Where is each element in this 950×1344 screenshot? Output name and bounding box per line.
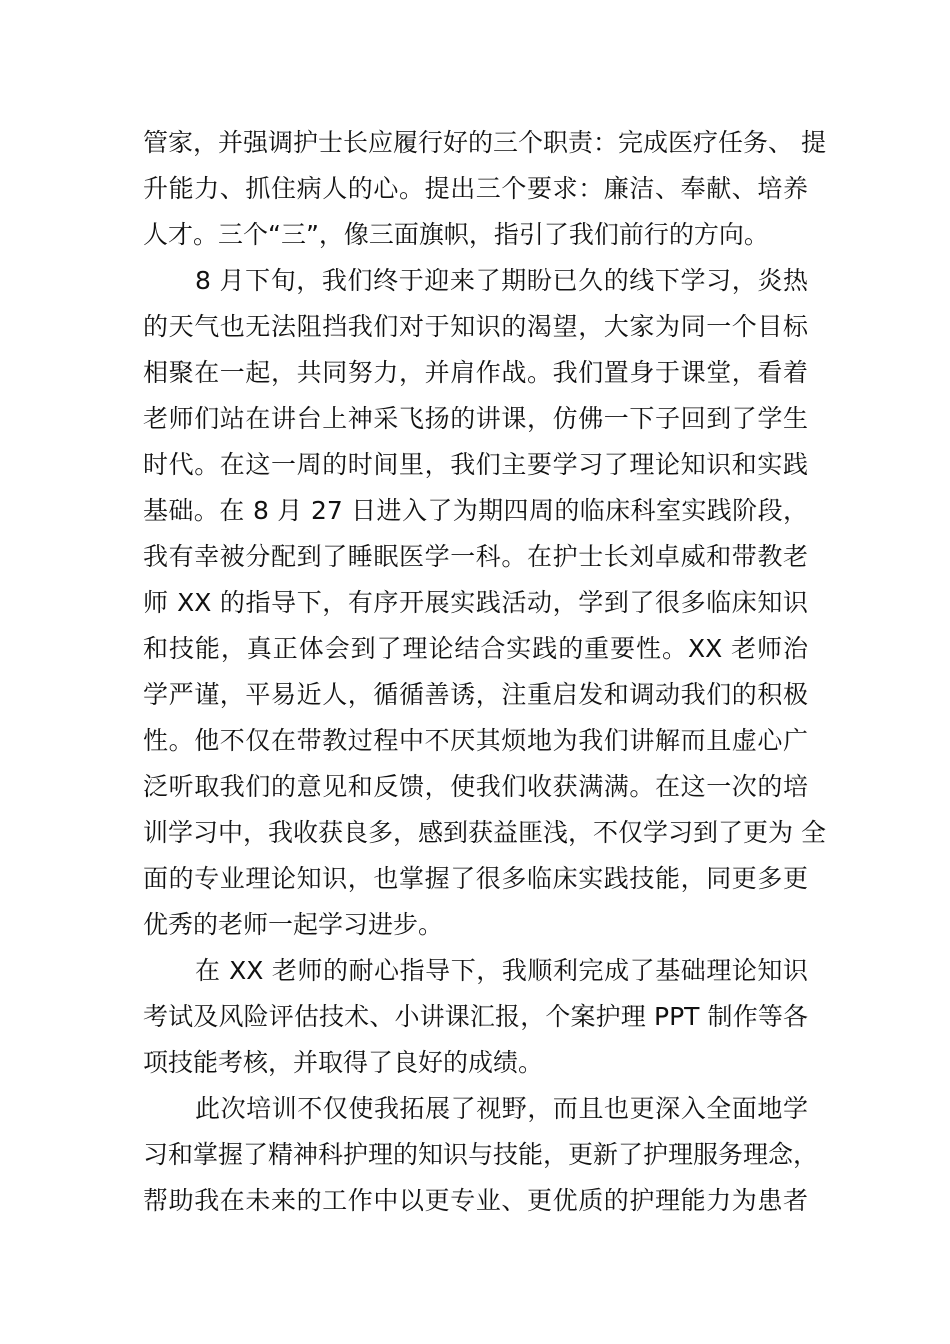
text-line: 管家，并强调护士长应履行好的三个职责：完成医疗任务、 提 (143, 128, 826, 157)
text-line: 我有幸被分配到了睡眠医学一科。在护士长刘卓威和带教老 (143, 542, 808, 571)
paragraph-first-line: 在 XX 老师的耐心指导下，我顺利完成了基础理论知识 (195, 956, 808, 985)
text-line: 学严谨，平易近人，循循善诱，注重启发和调动我们的积极 (143, 680, 808, 709)
paragraph-first-line: 8 月下旬，我们终于迎来了期盼已久的线下学习，炎热 (195, 266, 808, 295)
text-line: 老师们站在讲台上神采飞扬的讲课，仿佛一下子回到了学生 (143, 404, 808, 433)
text-line: 升能力、抓住病人的心。提出三个要求：廉洁、奉献、培养 (143, 174, 808, 203)
text-line: 项技能考核，并取得了良好的成绩。 (143, 1048, 544, 1077)
text-line: 的天气也无法阻挡我们对于知识的渴望，大家为同一个目标 (143, 312, 808, 341)
text-line: 习和掌握了精神科护理的知识与技能，更新了护理服务理念， (143, 1140, 819, 1169)
text-line: 泛听取我们的意见和反馈，使我们收获满满。在这一次的培 (143, 772, 808, 801)
text-line: 人才。三个“三”，像三面旗帜，指引了我们前行的方向。 (143, 220, 769, 249)
text-line: 时代。在这一周的时间里，我们主要学习了理论知识和实践 (143, 450, 808, 479)
text-line: 帮助我在未来的工作中以更专业、更优质的护理能力为患者 (143, 1186, 808, 1215)
text-line: 训学习中，我收获良多，感到获益匪浅，不仅学习到了更为 全 (143, 818, 826, 847)
text-line: 和技能，真正体会到了理论结合实践的重要性。XX 老师治 (143, 634, 808, 663)
text-line: 面的专业理论知识，也掌握了很多临床实践技能，同更多更 (143, 864, 808, 893)
text-line: 优秀的老师一起学习进步。 (143, 910, 444, 939)
text-line: 考试及风险评估技术、小讲课汇报，个案护理 PPT 制作等各 (143, 1002, 808, 1031)
text-line: 基础。在 8 月 27 日进入了为期四周的临床科室实践阶段， (143, 496, 808, 525)
paragraph-first-line: 此次培训不仅使我拓展了视野，而且也更深入全面地学 (195, 1094, 808, 1123)
text-line: 相聚在一起，共同努力，并肩作战。我们置身于课堂，看着 (143, 358, 808, 387)
text-line: 性。他不仅在带教过程中不厌其烦地为我们讲解而且虚心广 (143, 726, 808, 755)
text-line: 师 XX 的指导下，有序开展实践活动，学到了很多临床知识 (143, 588, 808, 617)
